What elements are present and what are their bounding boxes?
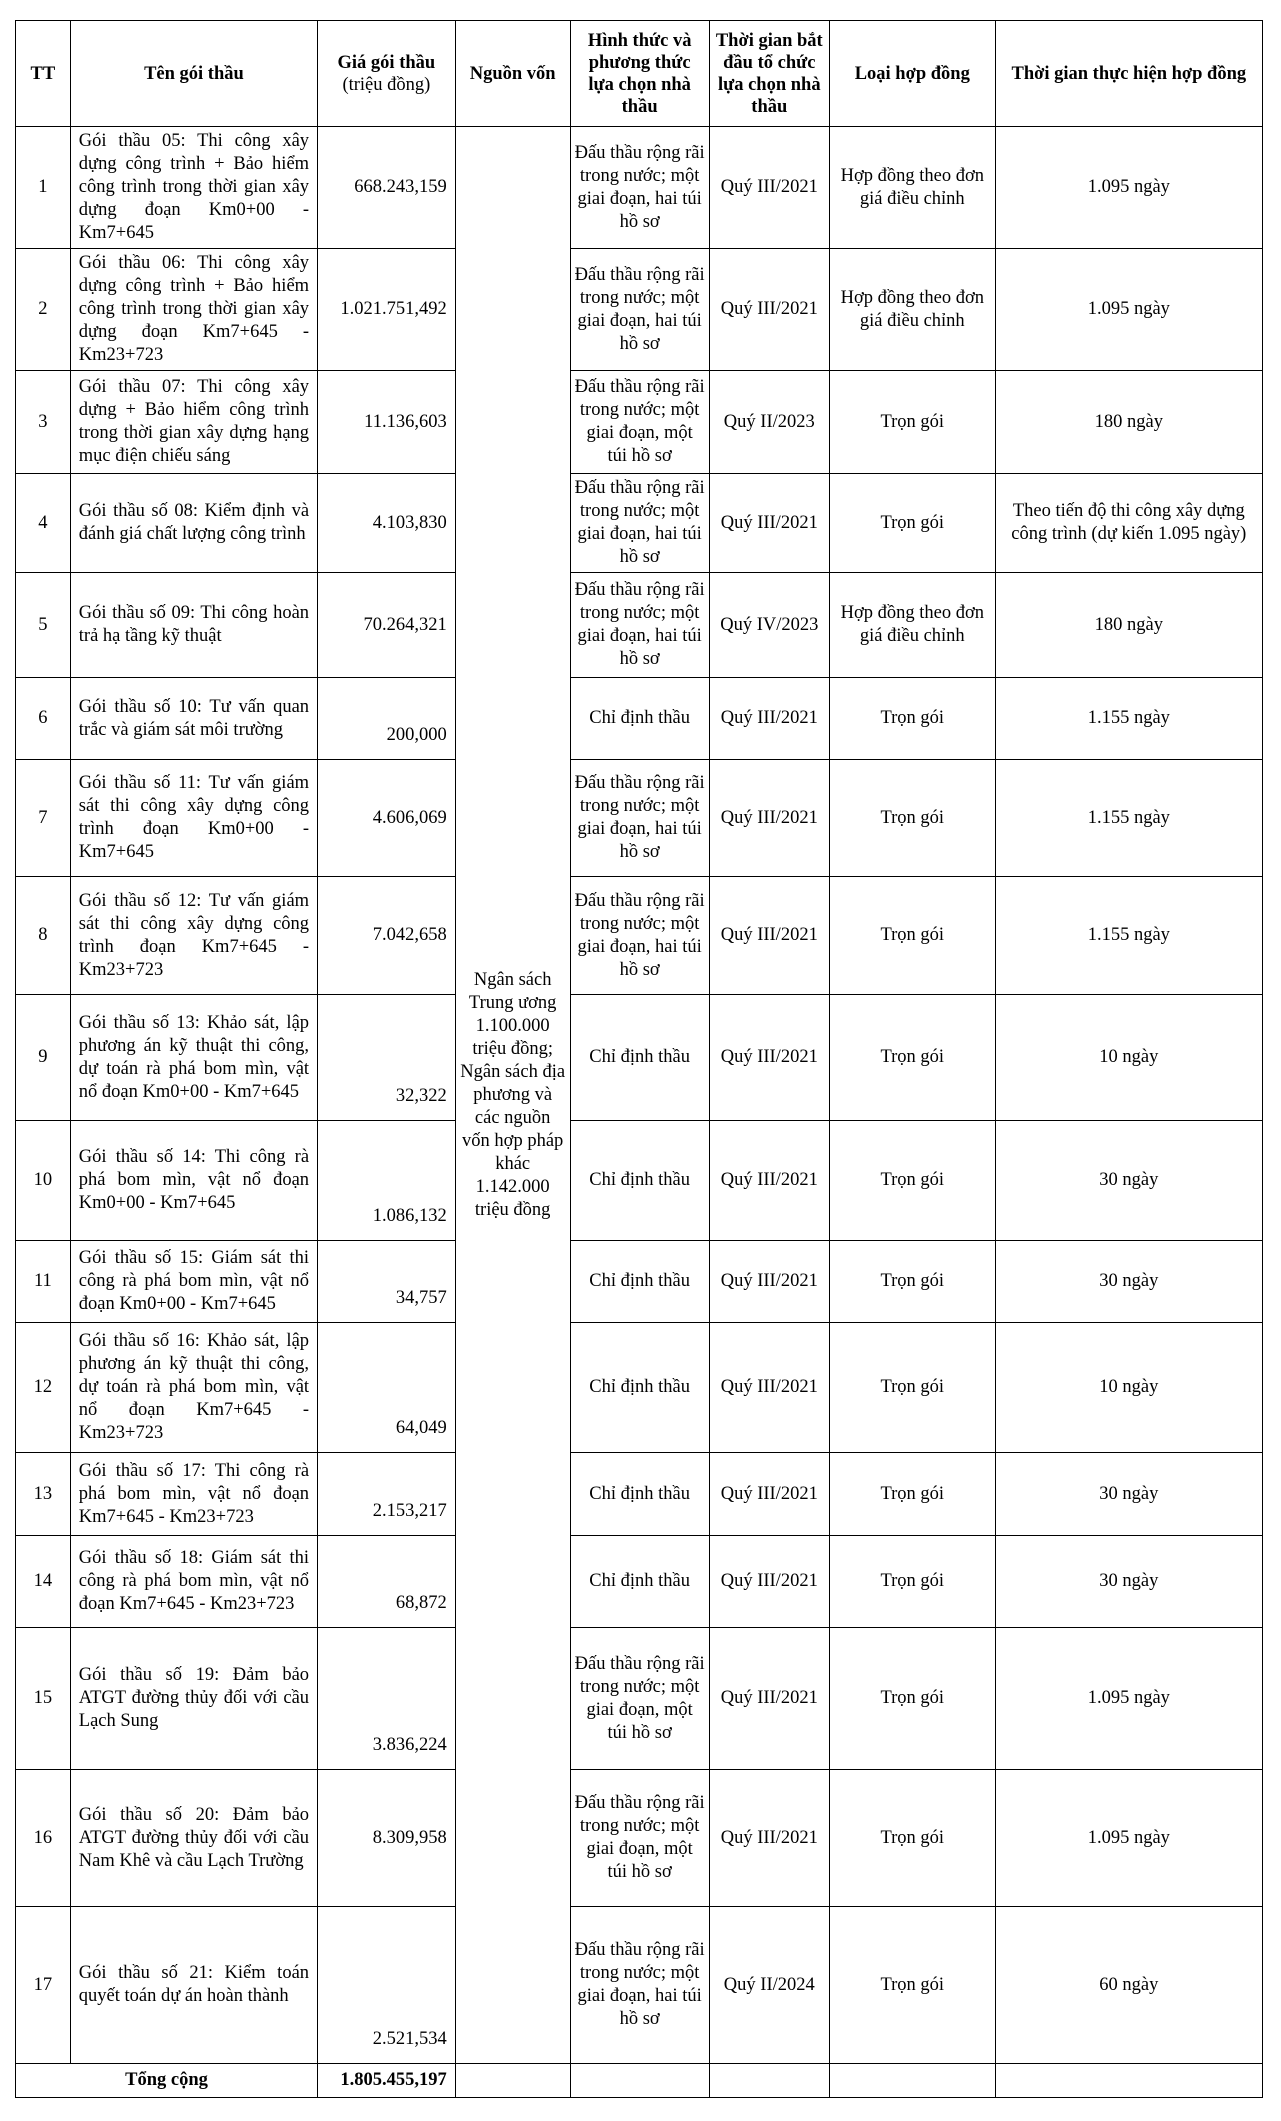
bid-packages-table [15, 20, 1263, 2098]
total-empty-cell [455, 2064, 570, 2098]
start-time: Quý III/2021 [709, 1241, 829, 1323]
selection-method: Đấu thầu rộng rãi trong nước; một giai đoạn, một túi hồ sơ [570, 1770, 709, 1907]
table-row [16, 1453, 1263, 1536]
selection-method: Đấu thầu rộng rãi trong nước; một giai đoạn, hai túi hồ sơ [570, 474, 709, 573]
table-row [16, 1323, 1263, 1453]
row-number: 13 [16, 1453, 71, 1536]
selection-method: Đấu thầu rộng rãi trong nước; một giai đoạn, hai túi hồ sơ [570, 249, 709, 371]
selection-method: Đấu thầu rộng rãi trong nước; một giai đoạn, một túi hồ sơ [570, 371, 709, 474]
start-time: Quý III/2021 [709, 1536, 829, 1628]
selection-method: Chỉ định thầu [570, 1121, 709, 1241]
start-time: Quý III/2021 [709, 1453, 829, 1536]
row-number: 8 [16, 877, 71, 995]
table-row [16, 995, 1263, 1121]
total-row [16, 2064, 1263, 2098]
package-price: 7.042,658 [318, 877, 456, 995]
contract-duration: 10 ngày [995, 1323, 1262, 1453]
row-number: 16 [16, 1770, 71, 1907]
header-duration: Thời gian thực hiện hợp đồng [995, 21, 1262, 127]
package-price: 4.606,069 [318, 760, 456, 877]
row-number: 3 [16, 371, 71, 474]
start-time: Quý III/2021 [709, 678, 829, 760]
table-row [16, 127, 1263, 249]
start-time: Quý III/2021 [709, 1770, 829, 1907]
contract-type: Trọn gói [829, 1453, 995, 1536]
contract-type: Trọn gói [829, 1323, 995, 1453]
package-name: Gói thầu số 12: Tư vấn giám sát thi công xây dựng công trình đoạn Km7+645 - Km23+723 [70, 877, 317, 995]
start-time: Quý II/2023 [709, 371, 829, 474]
package-name: Gói thầu số 08: Kiểm định và đánh giá chất lượng công trình [70, 474, 317, 573]
row-number: 17 [16, 1907, 71, 2064]
total-value: 1.805.455,197 [318, 2064, 456, 2098]
table-row [16, 760, 1263, 877]
contract-type: Trọn gói [829, 760, 995, 877]
package-name: Gói thầu số 17: Thi công rà phá bom mìn, vật nổ đoạn Km7+645 - Km23+723 [70, 1453, 317, 1536]
header-price-title: Giá gói thầu [337, 52, 436, 73]
package-name: Gói thầu số 19: Đảm bảo ATGT đường thủy đối với cầu Lạch Sung [70, 1628, 317, 1770]
package-name: Gói thầu số 10: Tư vấn quan trắc và giám sát môi trường [70, 678, 317, 760]
package-name: Gói thầu 05: Thi công xây dựng công trình + Bảo hiểm công trình trong thời gian xây dựng đoạn Km0+00 - Km7+645 [70, 127, 317, 249]
table-row [16, 1770, 1263, 1907]
package-name: Gói thầu số 16: Khảo sát, lập phương án kỹ thuật thi công, dự toán rà phá bom mìn, vật nổ đoạn Km7+645 - Km23+723 [70, 1323, 317, 1453]
table-row [16, 1241, 1263, 1323]
contract-duration: 30 ngày [995, 1121, 1262, 1241]
contract-duration: 1.095 ngày [995, 1628, 1262, 1770]
selection-method: Đấu thầu rộng rãi trong nước; một giai đoạn, hai túi hồ sơ [570, 573, 709, 678]
package-price: 3.836,224 [318, 1628, 456, 1770]
contract-type: Trọn gói [829, 877, 995, 995]
total-label: Tổng cộng [16, 2064, 318, 2098]
table-row [16, 474, 1263, 573]
contract-type: Trọn gói [829, 1628, 995, 1770]
selection-method: Chỉ định thầu [570, 995, 709, 1121]
package-price: 2.153,217 [318, 1453, 456, 1536]
start-time: Quý III/2021 [709, 1628, 829, 1770]
contract-type: Trọn gói [829, 1241, 995, 1323]
contract-duration: 1.155 ngày [995, 678, 1262, 760]
table-body [16, 127, 1263, 2064]
row-number: 10 [16, 1121, 71, 1241]
header-tt: TT [16, 21, 71, 127]
contract-duration: 30 ngày [995, 1453, 1262, 1536]
package-name: Gói thầu số 21: Kiểm toán quyết toán dự án hoàn thành [70, 1907, 317, 2064]
contract-duration: 30 ngày [995, 1536, 1262, 1628]
contract-type: Trọn gói [829, 1536, 995, 1628]
contract-type: Hợp đồng theo đơn giá điều chỉnh [829, 573, 995, 678]
package-price: 68,872 [318, 1536, 456, 1628]
package-name: Gói thầu số 15: Giám sát thi công rà phá bom mìn, vật nổ đoạn Km0+00 - Km7+645 [70, 1241, 317, 1323]
row-number: 1 [16, 127, 71, 249]
row-number: 11 [16, 1241, 71, 1323]
contract-duration: 180 ngày [995, 573, 1262, 678]
table-header-row [16, 21, 1263, 127]
table-row [16, 249, 1263, 371]
header-contract-type: Loại hợp đồng [829, 21, 995, 127]
package-name: Gói thầu số 09: Thi công hoàn trả hạ tầng kỹ thuật [70, 573, 317, 678]
contract-type: Trọn gói [829, 995, 995, 1121]
start-time: Quý III/2021 [709, 877, 829, 995]
row-number: 6 [16, 678, 71, 760]
header-price-unit: (triệu đồng) [342, 74, 431, 95]
start-time: Quý IV/2023 [709, 573, 829, 678]
table-row [16, 1628, 1263, 1770]
table-row [16, 1536, 1263, 1628]
contract-duration: 1.155 ngày [995, 877, 1262, 995]
package-name: Gói thầu số 14: Thi công rà phá bom mìn, vật nổ đoạn Km0+00 - Km7+645 [70, 1121, 317, 1241]
start-time: Quý III/2021 [709, 995, 829, 1121]
start-time: Quý III/2021 [709, 1121, 829, 1241]
package-name: Gói thầu 07: Thi công xây dựng + Bảo hiểm công trình trong thời gian xây dựng hạng mục điện chiếu sáng [70, 371, 317, 474]
table-row [16, 1121, 1263, 1241]
row-number: 4 [16, 474, 71, 573]
header-start-time: Thời gian bắt đầu tổ chức lựa chọn nhà thầu [709, 21, 829, 127]
contract-duration: 10 ngày [995, 995, 1262, 1121]
row-number: 14 [16, 1536, 71, 1628]
selection-method: Đấu thầu rộng rãi trong nước; một giai đoạn, hai túi hồ sơ [570, 127, 709, 249]
start-time: Quý III/2021 [709, 474, 829, 573]
header-funding-source: Nguồn vốn [455, 21, 570, 127]
bid-package-document [15, 20, 1263, 2098]
package-price: 34,757 [318, 1241, 456, 1323]
row-number: 9 [16, 995, 71, 1121]
package-price: 4.103,830 [318, 474, 456, 573]
package-price: 200,000 [318, 678, 456, 760]
selection-method: Chỉ định thầu [570, 1453, 709, 1536]
package-name: Gói thầu số 11: Tư vấn giám sát thi công xây dựng công trình đoạn Km0+00 - Km7+645 [70, 760, 317, 877]
selection-method: Đấu thầu rộng rãi trong nước; một giai đoạn, một túi hồ sơ [570, 1628, 709, 1770]
total-empty-cell [995, 2064, 1262, 2098]
package-price: 32,322 [318, 995, 456, 1121]
contract-type: Trọn gói [829, 1121, 995, 1241]
contract-duration: 1.095 ngày [995, 249, 1262, 371]
package-price: 11.136,603 [318, 371, 456, 474]
table-row [16, 371, 1263, 474]
contract-type: Trọn gói [829, 474, 995, 573]
contract-type: Trọn gói [829, 1770, 995, 1907]
selection-method: Chỉ định thầu [570, 1241, 709, 1323]
contract-duration: 30 ngày [995, 1241, 1262, 1323]
selection-method: Chỉ định thầu [570, 678, 709, 760]
start-time: Quý III/2021 [709, 249, 829, 371]
package-price: 8.309,958 [318, 1770, 456, 1907]
package-price: 1.021.751,492 [318, 249, 456, 371]
package-price: 1.086,132 [318, 1121, 456, 1241]
start-time: Quý II/2024 [709, 1907, 829, 2064]
contract-duration: Theo tiến độ thi công xây dựng công trình (dự kiến 1.095 ngày) [995, 474, 1262, 573]
row-number: 12 [16, 1323, 71, 1453]
row-number: 5 [16, 573, 71, 678]
total-empty-cell [829, 2064, 995, 2098]
selection-method: Đấu thầu rộng rãi trong nước; một giai đoạn, hai túi hồ sơ [570, 760, 709, 877]
package-name: Gói thầu số 13: Khảo sát, lập phương án kỹ thuật thi công, dự toán rà phá bom mìn, vật nổ đoạn Km0+00 - Km7+645 [70, 995, 317, 1121]
selection-method: Chỉ định thầu [570, 1536, 709, 1628]
selection-method: Đấu thầu rộng rãi trong nước; một giai đoạn, hai túi hồ sơ [570, 1907, 709, 2064]
package-price: 2.521,534 [318, 1907, 456, 2064]
selection-method: Đấu thầu rộng rãi trong nước; một giai đoạn, hai túi hồ sơ [570, 877, 709, 995]
contract-type: Hợp đồng theo đơn giá điều chỉnh [829, 249, 995, 371]
contract-duration: 180 ngày [995, 371, 1262, 474]
table-row [16, 678, 1263, 760]
contract-duration: 1.095 ngày [995, 127, 1262, 249]
package-name: Gói thầu số 20: Đảm bảo ATGT đường thủy đối với cầu Nam Khê và cầu Lạch Trường [70, 1770, 317, 1907]
start-time: Quý III/2021 [709, 760, 829, 877]
row-number: 7 [16, 760, 71, 877]
contract-type: Trọn gói [829, 371, 995, 474]
total-empty-cell [570, 2064, 709, 2098]
funding-source: Ngân sách Trung ương 1.100.000 triệu đồng; Ngân sách địa phương và các nguồn vốn hợp pháp khác 1.142.000 triệu đồng [455, 127, 570, 2064]
row-number: 2 [16, 249, 71, 371]
contract-type: Trọn gói [829, 1907, 995, 2064]
contract-duration: 60 ngày [995, 1907, 1262, 2064]
table-row [16, 573, 1263, 678]
contract-duration: 1.095 ngày [995, 1770, 1262, 1907]
start-time: Quý III/2021 [709, 127, 829, 249]
total-empty-cell [709, 2064, 829, 2098]
package-price: 70.264,321 [318, 573, 456, 678]
start-time: Quý III/2021 [709, 1323, 829, 1453]
package-name: Gói thầu 06: Thi công xây dựng công trình + Bảo hiểm công trình trong thời gian xây dựng đoạn Km7+645 - Km23+723 [70, 249, 317, 371]
package-price: 64,049 [318, 1323, 456, 1453]
contract-type: Trọn gói [829, 678, 995, 760]
package-name: Gói thầu số 18: Giám sát thi công rà phá bom mìn, vật nổ đoạn Km7+645 - Km23+723 [70, 1536, 317, 1628]
table-row [16, 1907, 1263, 2064]
table-row [16, 877, 1263, 995]
header-selection-method: Hình thức và phương thức lựa chọn nhà thầu [570, 21, 709, 127]
contract-duration: 1.155 ngày [995, 760, 1262, 877]
package-price: 668.243,159 [318, 127, 456, 249]
selection-method: Chỉ định thầu [570, 1323, 709, 1453]
header-price [318, 21, 456, 127]
contract-type: Hợp đồng theo đơn giá điều chỉnh [829, 127, 995, 249]
row-number: 15 [16, 1628, 71, 1770]
header-package-name: Tên gói thầu [70, 21, 317, 127]
